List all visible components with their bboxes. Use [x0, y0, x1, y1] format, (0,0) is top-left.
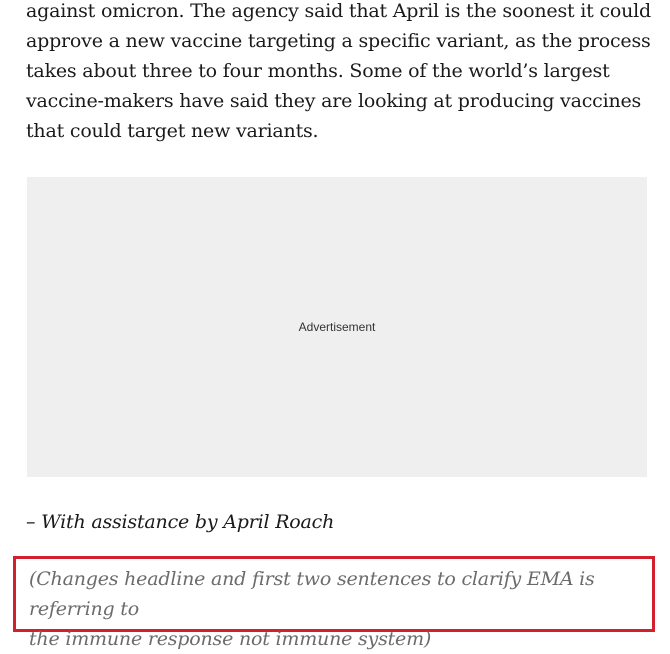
correction-highlight-box — [13, 556, 655, 650]
advertisement-slot[interactable] — [27, 177, 647, 477]
correction-note: (Changes headline and first two sentences to clarify EMA is referring to the immune response not immune system) — [29, 568, 595, 650]
advertisement-label: Advertisement — [298, 320, 376, 334]
article-body — [26, 0, 656, 146]
article-paragraph: against omicron. The agency said that April is the soonest it could approve a new vaccine targeting a specific variant, as the process takes about three to four months. Some of the world’s largest vaccine-makers have said they are looking at producing vaccines that could target new variants. — [26, 0, 652, 142]
byline-credit: – With assistance by April Roach — [26, 511, 335, 533]
